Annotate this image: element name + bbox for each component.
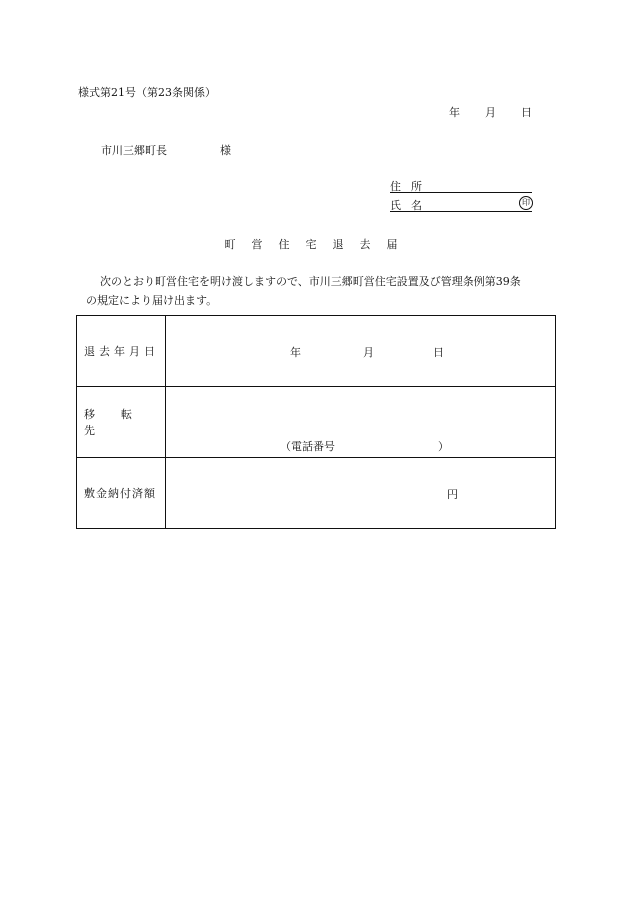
seal-mark-icon: 印 xyxy=(519,196,533,210)
address-label: 住所 xyxy=(390,180,432,193)
yen-unit: 円 xyxy=(447,488,458,501)
body-line-2: の規定により届け出ます。 xyxy=(86,294,218,307)
phone-number-label: （電話番号 xyxy=(280,440,335,453)
date-year-label: 年 xyxy=(449,106,460,119)
move-out-day: 日 xyxy=(433,346,444,359)
move-out-month: 月 xyxy=(363,346,374,359)
phone-number-close: ） xyxy=(438,440,449,453)
document-title: 町営住宅退去届 xyxy=(224,238,414,251)
move-out-year: 年 xyxy=(290,346,301,359)
move-out-date-field[interactable] xyxy=(166,316,556,387)
date-month-label: 月 xyxy=(485,106,496,119)
deposit-paid-label: 敷金納付済額 xyxy=(84,487,156,500)
table-row xyxy=(77,316,556,387)
date-day-label: 日 xyxy=(521,106,532,119)
body-line-1: 次のとおり町営住宅を明け渡しますので、市川三郷町営住宅設置及び管理条例第39条 xyxy=(100,275,521,288)
submission-date xyxy=(449,104,532,120)
form-table xyxy=(76,315,556,529)
new-address-field[interactable] xyxy=(166,387,556,458)
addressee-honorific: 様 xyxy=(220,144,231,157)
name-field[interactable] xyxy=(390,197,532,212)
body-paragraph xyxy=(86,272,566,310)
move-out-date-label: 退去年月日 xyxy=(84,345,159,358)
form-number: 様式第21号（第23条関係） xyxy=(78,86,216,99)
table-row xyxy=(77,387,556,458)
addressee-name: 市川三郷町長 xyxy=(101,144,167,157)
row-label-cell xyxy=(77,458,166,529)
address-field[interactable] xyxy=(390,178,532,193)
deposit-amount-field[interactable] xyxy=(166,458,556,529)
row-label-cell xyxy=(77,387,166,458)
table-row xyxy=(77,458,556,529)
name-label: 氏名 xyxy=(390,199,432,212)
row-label-cell xyxy=(77,316,166,387)
new-address-label: 移転先 xyxy=(84,408,158,437)
